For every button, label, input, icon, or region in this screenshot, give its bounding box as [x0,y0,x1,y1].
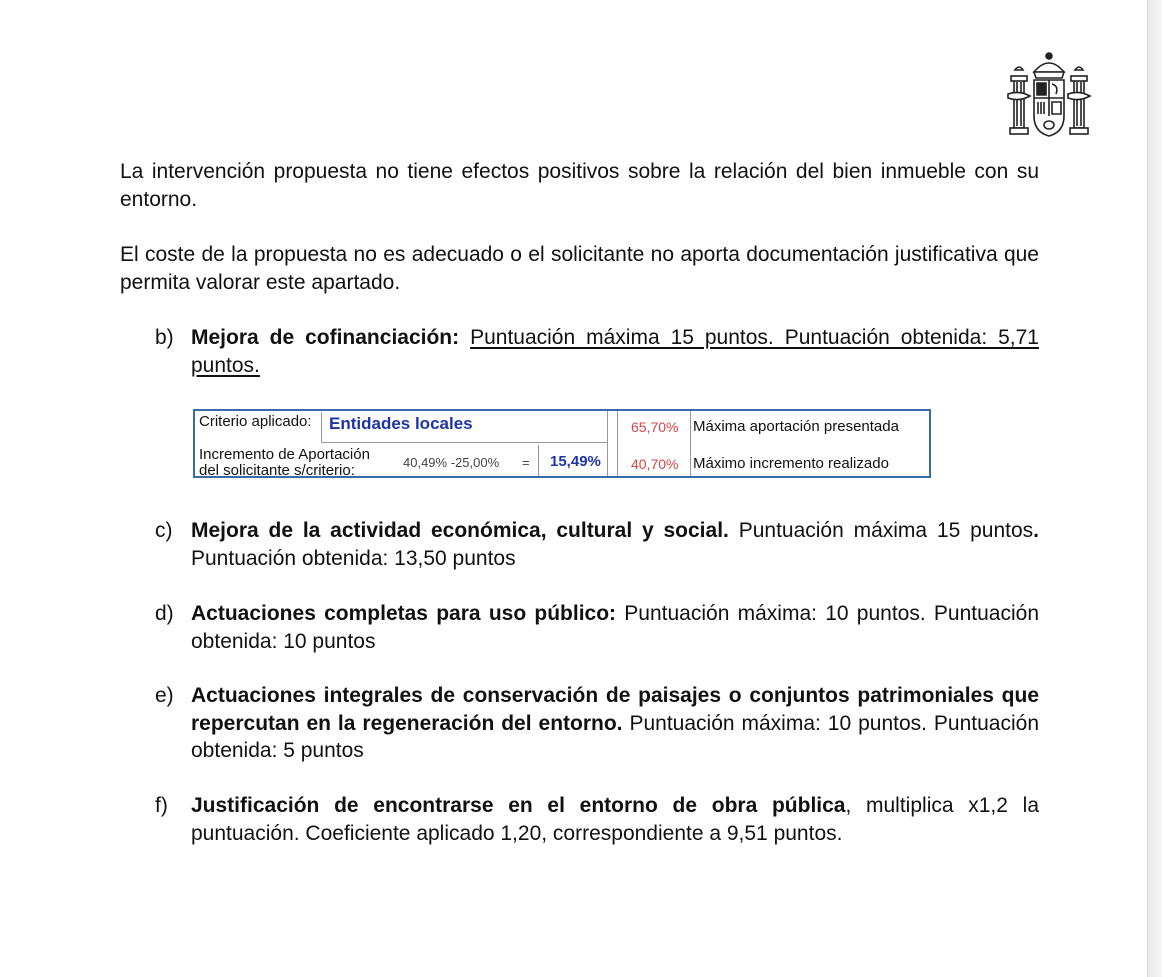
max-incremento-pct: 40,70% [631,456,679,472]
item-b-score: Puntuación máxima 15 puntos. Puntuación obtenida: 5,71 puntos. [191,326,1039,377]
item-c-score: Puntuación obtenida: 13,50 puntos [191,546,516,570]
item-b-title: Mejora de cofinanciación: [191,326,460,349]
item-letter: f) [155,794,168,817]
list-item-c [155,517,1039,572]
max-incremento-label: Máximo incremento realizado [693,455,889,472]
paragraph-entorno: La intervención propuesta no tiene efectos positivos sobre la relación del bien inmueble con su entorno. [120,160,1039,211]
max-aportacion-pct: 65,70% [631,419,679,435]
item-letter: e) [155,684,174,707]
paragraph-coste: El coste de la propuesta no es adecuado o el solicitante no aporta documentación justificativa que permita valorar este apartado. [120,243,1039,294]
criterio-label: Criterio aplicado: [199,413,312,430]
item-f-title: Justificación de encontrarse en el entorno de obra pública [191,794,846,817]
incremento-value: 15,49% [550,453,601,470]
item-letter: b) [155,326,174,349]
incremento-label-2: del solicitante s/criterio: [199,463,355,476]
item-d-score: Puntuación máxima: 10 puntos. Puntuación obtenida: 10 puntos [191,602,1039,653]
incremento-label-1: Incremento de Aportación [199,446,370,463]
list-item-b [155,324,1039,379]
item-c-title: Mejora de la actividad económica, cultural y social. [191,519,729,542]
equals-sign: = [522,455,530,470]
list-item-d [155,600,1039,655]
item-letter: d) [155,602,174,625]
coat-of-arms-icon [1004,50,1094,142]
item-f-text: , multiplica x1,2 la puntuación. Coeficiente aplicado 1,20, correspondiente a 9,51 puntos. [191,794,1039,845]
item-e-title: Actuaciones integrales de conservación de paisajes o conjuntos patrimoniales que repercutan en la regeneración del entorno. [191,684,1039,735]
item-c-period: . [1033,519,1039,542]
item-d-title: Actuaciones completas para uso público: [191,602,617,625]
criterio-value: Entidades locales [329,414,473,433]
item-letter: c) [155,519,173,542]
list-item-f [155,792,1039,847]
item-c-max: Puntuación máxima 15 puntos [738,519,1034,542]
incremento-formula: 40,49% -25,00% [403,455,500,470]
max-aportacion-label: Máxima aportación presentada [693,418,899,435]
page-edge [1147,0,1162,977]
criteria-table [193,409,931,478]
item-e-score: Puntuación máxima: 10 puntos. Puntuación obtenida: 5 puntos [191,711,1040,762]
list-item-e [155,682,1039,765]
